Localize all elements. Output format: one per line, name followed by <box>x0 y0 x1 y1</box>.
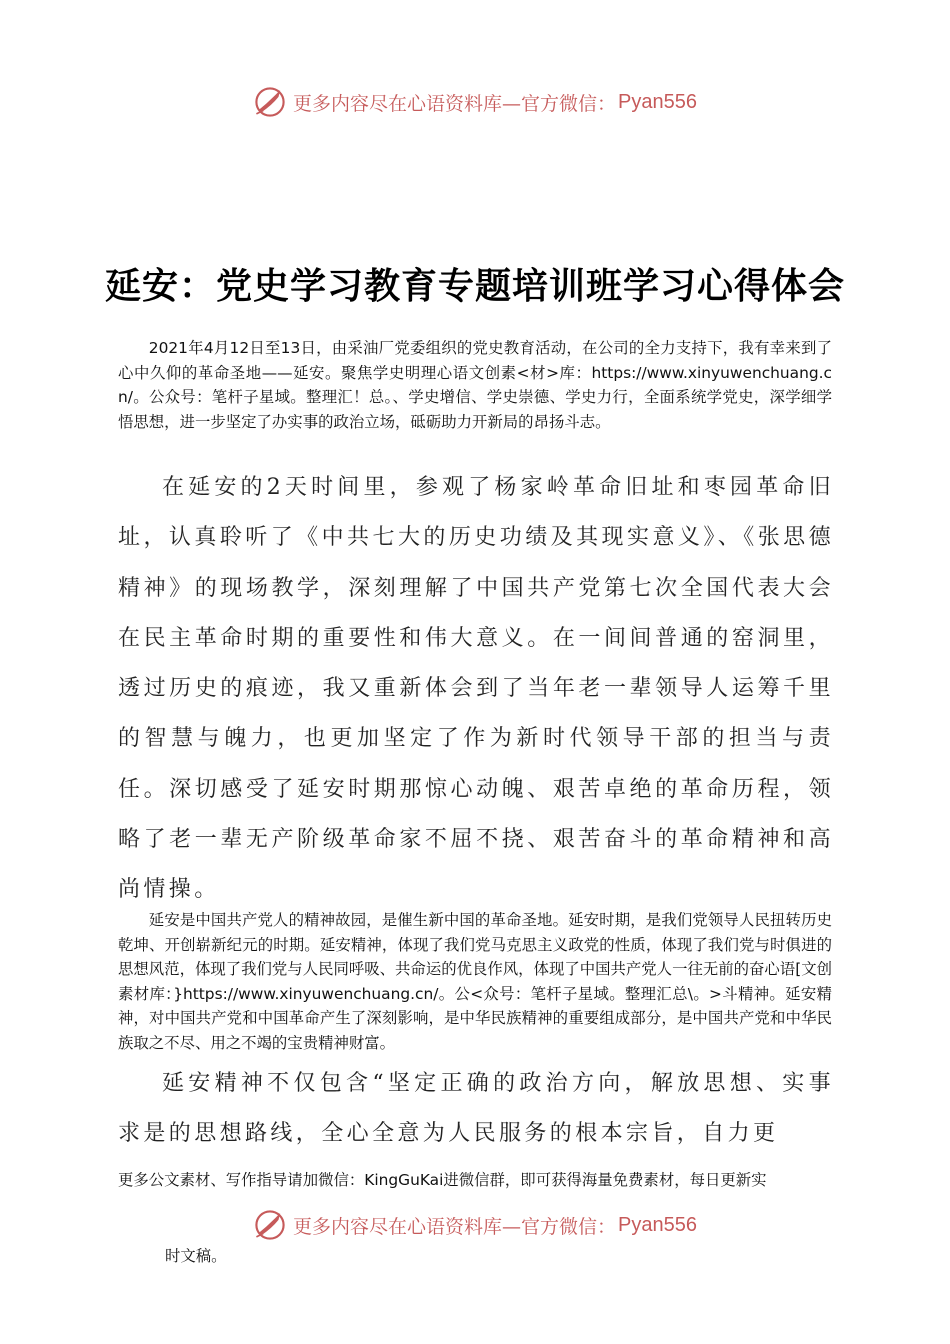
paragraph-yanan-spirit: 延安是中国共产党人的精神故园，是催生新中国的革命圣地。延安时期，是我们党领导人民扭转历史乾坤、开创崭新纪元的时期。延安精神，体现了我们党马克思主义政党的性质，体现了我们党与时俱进的思想风范，体现了我们党与人民同呼吸、共命运的优良作风，体现了中国共产党人一往无前的奋心语[文创素材库：}https://www.xinyuwenchuang.cn/。公<众号：笔杆子星域。整理汇总\。>斗精神。延安精神，对中国共产党和中国革命产生了深刻影响，是中华民族精神的重要组成部分，是中国共产党和中华民族取之不尽、用之不竭的宝贵精神财富。 <box>118 911 832 1052</box>
logo-pen-icon <box>253 1208 287 1242</box>
header-banner-wechat: Pyan556 <box>618 90 697 113</box>
paragraph-intro: 2021年4月12日至13日，由采油厂党委组织的党史教育活动，在公司的全力支持下，我有幸来到了心中久仰的革命圣地——延安。聚焦学史明理心语文创素<材>库：https://www.xinyuwenchuang.cn/。公众号：笔杆子星域。整理汇！总。、学史增信、学史崇德、学史力行，全面系统学党史，深学细学悟思想，进一步坚定了办实事的政治立场，砥砺助力开新局的昂扬斗志。 <box>118 339 832 431</box>
header-banner[interactable] <box>0 82 950 122</box>
logo-pen-icon <box>253 85 287 119</box>
footer-banner-text: 更多内容尽在心语资料库—官方微信： <box>293 1215 617 1238</box>
document-title: 延安：党史学习教育专题培训班学习心得体会 <box>104 266 845 307</box>
paragraph-yanan-visit: 在延安的2天时间里，参观了杨家岭革命旧址和枣园革命旧址，认真聆听了《中共七大的历史功绩及其现实意义》、《张思德精神》的现场教学，深刻理解了中国共产党第七次全国代表大会在民主革命时期的重要性和伟大意义。在一间间普通的窑洞里，透过历史的痕迹，我又重新体会到了当年老一辈领导人运筹千里的智慧与魄力，也更加坚定了作为新时代领导干部的担当与责任。深切感受了延安时期那惊心动魄、艰苦卓绝的革命历程，领略了老一辈无产阶级革命家不屈不挠、艰苦奋斗的革命精神和高尚情操。 <box>118 475 834 903</box>
footnote-tail: 时文稿。 <box>165 1247 227 1265</box>
paragraph-spirit-content: 延安精神不仅包含“坚定正确的政治方向，解放思想、实事求是的思想路线，全心全意为人民服务的根本宗旨，自力更 <box>118 1071 834 1147</box>
footnote-line: 更多公文素材、写作指导请加微信：KingGuKai进微信群，即可获得海量免费素材，每日更新实 <box>118 1171 767 1189</box>
header-banner-text: 更多内容尽在心语资料库—官方微信： <box>293 92 617 115</box>
footer-banner[interactable] <box>0 1205 950 1245</box>
footer-banner-wechat: Pyan556 <box>618 1213 697 1236</box>
